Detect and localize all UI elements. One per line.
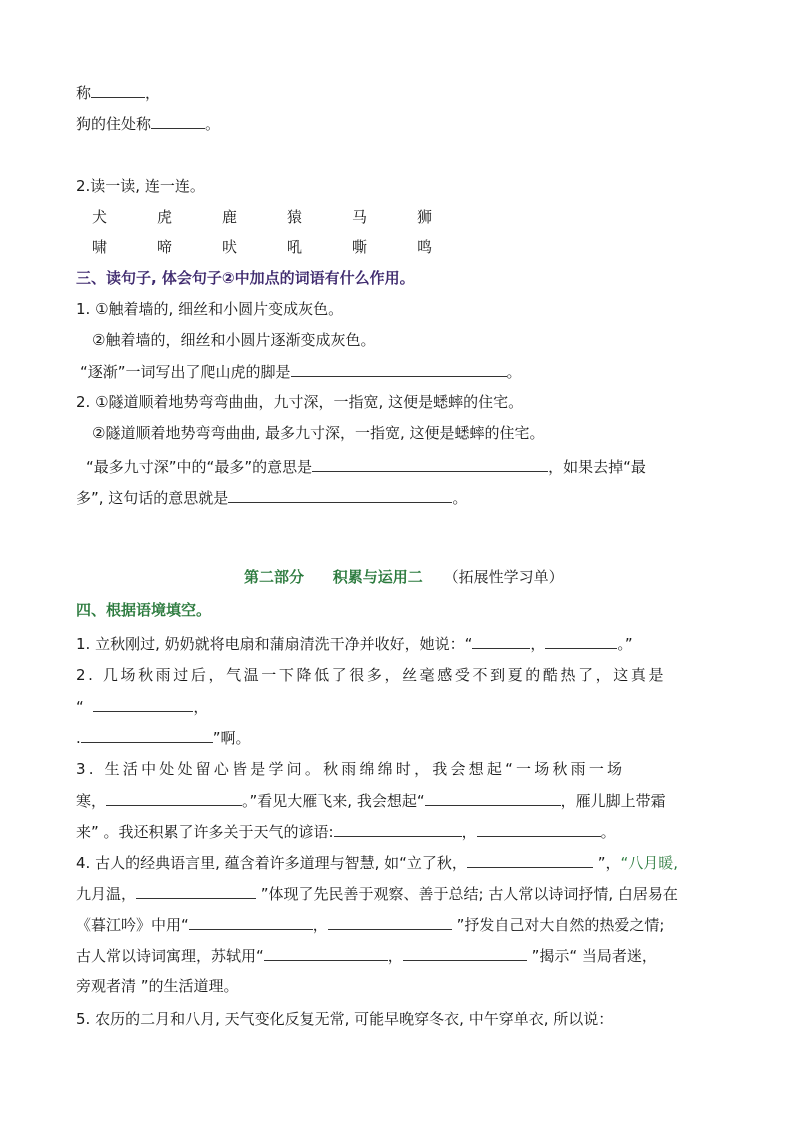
text: ”体现了先民善于观察、善于总结; 古人常以诗词抒情, 白居易在 xyxy=(256,885,678,903)
answer-blank[interactable] xyxy=(334,820,462,837)
text: “逐渐”一词写出了爬山虎的脚是 xyxy=(80,363,291,381)
text: 4. 古人的经典语言里, 蕴含着许多道理与智慧, 如“立了秋， xyxy=(76,854,467,872)
text: ”， xyxy=(592,854,621,872)
text: 来” 。我还积累了许多关于天气的谚语: xyxy=(76,823,334,841)
animal-char[interactable]: 犬 xyxy=(92,208,108,226)
s3-q2-c xyxy=(86,455,722,478)
part-name: 积累与运用二 xyxy=(332,568,423,586)
text: 称 xyxy=(76,84,92,102)
part-label: 第二部分 xyxy=(244,568,305,586)
text: ， xyxy=(530,635,546,653)
answer-blank[interactable] xyxy=(328,913,452,930)
s4-q1 xyxy=(76,632,722,655)
animal-row xyxy=(92,206,482,228)
part-subtitle: （拓展性学习单） xyxy=(443,568,564,586)
s4-q4-c xyxy=(76,913,722,936)
s4-q4-e: 旁观者清 ”的生活道理。 xyxy=(76,977,239,995)
s4-q3-c xyxy=(76,820,722,843)
sound-row xyxy=(92,236,482,258)
text: ， xyxy=(193,698,209,716)
text: “最多九寸深”中的“最多”的意思是 xyxy=(86,458,313,476)
animal-char[interactable]: 马 xyxy=(352,208,368,226)
text: 多”, 这句话的意思就是 xyxy=(76,489,229,507)
sound-char[interactable]: 吼 xyxy=(287,238,303,256)
text: 。 xyxy=(205,115,221,133)
text: 古人常以诗词寓理，苏轼用“ xyxy=(76,947,264,965)
s3-q1-a: 1. ①触着墙的, 细丝和小圆片变成灰色。 xyxy=(76,300,344,318)
answer-blank[interactable] xyxy=(477,820,601,837)
s4-q4-b xyxy=(76,882,722,905)
top-line-1 xyxy=(76,81,722,104)
answer-blank[interactable] xyxy=(106,789,242,806)
text: ，如果去掉“最 xyxy=(548,458,646,476)
answer-blank[interactable] xyxy=(151,112,205,129)
s4-q3-a: 3. 生活中处处留心皆是学问。秋雨绵绵时，我会想起“一场秋雨一场 xyxy=(76,760,626,778)
text: ， xyxy=(145,84,161,102)
answer-blank[interactable] xyxy=(81,726,213,743)
s4-q2-a: 2. 几场秋雨过后，气温一下降低了很多，丝毫感受不到夏的酷热了，这真是 xyxy=(76,666,667,684)
text: 九月温， xyxy=(76,885,137,903)
answer-blank[interactable] xyxy=(91,81,145,98)
q2-title: 2.读一读, 连一连。 xyxy=(76,177,205,195)
s4-q5: 5. 农历的二月和八月, 天气变化反复无常, 可能早晚穿冬衣, 中午穿单衣, 所以说： xyxy=(76,1010,614,1028)
answer-blank[interactable] xyxy=(189,913,313,930)
text: ”揭示“ 当局者迷， xyxy=(526,947,657,965)
top-line-2 xyxy=(76,112,722,135)
text: 狗的住处称 xyxy=(76,115,152,133)
highlight-text: “八月暖, xyxy=(620,854,679,872)
answer-blank[interactable] xyxy=(291,360,507,377)
animal-char[interactable]: 虎 xyxy=(157,208,173,226)
s3-q1-c xyxy=(80,360,722,383)
s3-q2-d xyxy=(76,486,722,509)
answer-blank[interactable] xyxy=(264,944,388,961)
sound-char[interactable]: 啼 xyxy=(157,238,173,256)
s4-q4-a xyxy=(76,851,722,874)
text: 。 xyxy=(452,489,468,507)
text: 。 xyxy=(506,363,522,381)
text: 。 xyxy=(600,823,616,841)
answer-blank[interactable] xyxy=(136,882,256,899)
section-4-heading: 四、根据语境填空。 xyxy=(76,601,212,619)
answer-blank[interactable] xyxy=(93,695,193,712)
text: 寒， xyxy=(76,792,107,810)
sound-char[interactable]: 吠 xyxy=(222,238,238,256)
text: “ xyxy=(76,698,84,716)
text: ”抒发自己对大自然的热爱之情; xyxy=(451,916,665,934)
sound-char[interactable]: 啸 xyxy=(92,238,108,256)
answer-blank[interactable] xyxy=(228,486,452,503)
text: 1. 立秋刚过, 奶奶就将电扇和蒲扇清洗干净并收好，她说：“ xyxy=(76,635,473,653)
section-3-heading: 三、读句子, 体会句子②中加点的词语有什么作用。 xyxy=(76,269,415,287)
animal-char[interactable]: 鹿 xyxy=(222,208,238,226)
text: . xyxy=(76,729,81,747)
text: ”啊。 xyxy=(212,729,251,747)
animal-char[interactable]: 猿 xyxy=(287,208,303,226)
text: 。”看见大雁飞来, 我会想起“ xyxy=(242,792,425,810)
text: ， xyxy=(461,823,477,841)
text: ，雁儿脚上带霜 xyxy=(560,792,666,810)
sound-char[interactable]: 嘶 xyxy=(352,238,368,256)
s3-q1-b: ②触着墙的，细丝和小圆片逐渐变成灰色。 xyxy=(92,331,376,349)
s3-q2-a: 2. ①隧道顺着地势弯弯曲曲，九寸深，一指宽, 这便是蟋蟀的住宅。 xyxy=(76,393,524,411)
text: ， xyxy=(387,947,403,965)
s4-q2-c xyxy=(76,726,722,749)
animal-char[interactable]: 狮 xyxy=(417,208,433,226)
answer-blank[interactable] xyxy=(425,789,561,806)
part-2-title xyxy=(244,566,564,588)
s4-q2-b xyxy=(76,695,722,718)
text: 《暮江吟》中用“ xyxy=(76,916,189,934)
sound-char[interactable]: 鸣 xyxy=(417,238,433,256)
answer-blank[interactable] xyxy=(312,455,548,472)
s4-q3-b xyxy=(76,789,722,812)
answer-blank[interactable] xyxy=(545,632,617,649)
answer-blank[interactable] xyxy=(472,632,530,649)
answer-blank[interactable] xyxy=(403,944,527,961)
s3-q2-b: ②隧道顺着地势弯弯曲曲, 最多九寸深，一指宽, 这便是蟋蟀的住宅。 xyxy=(92,424,545,442)
answer-blank[interactable] xyxy=(467,851,593,868)
s4-q4-d xyxy=(76,944,722,967)
text: ， xyxy=(312,916,328,934)
text: 。” xyxy=(617,635,633,653)
